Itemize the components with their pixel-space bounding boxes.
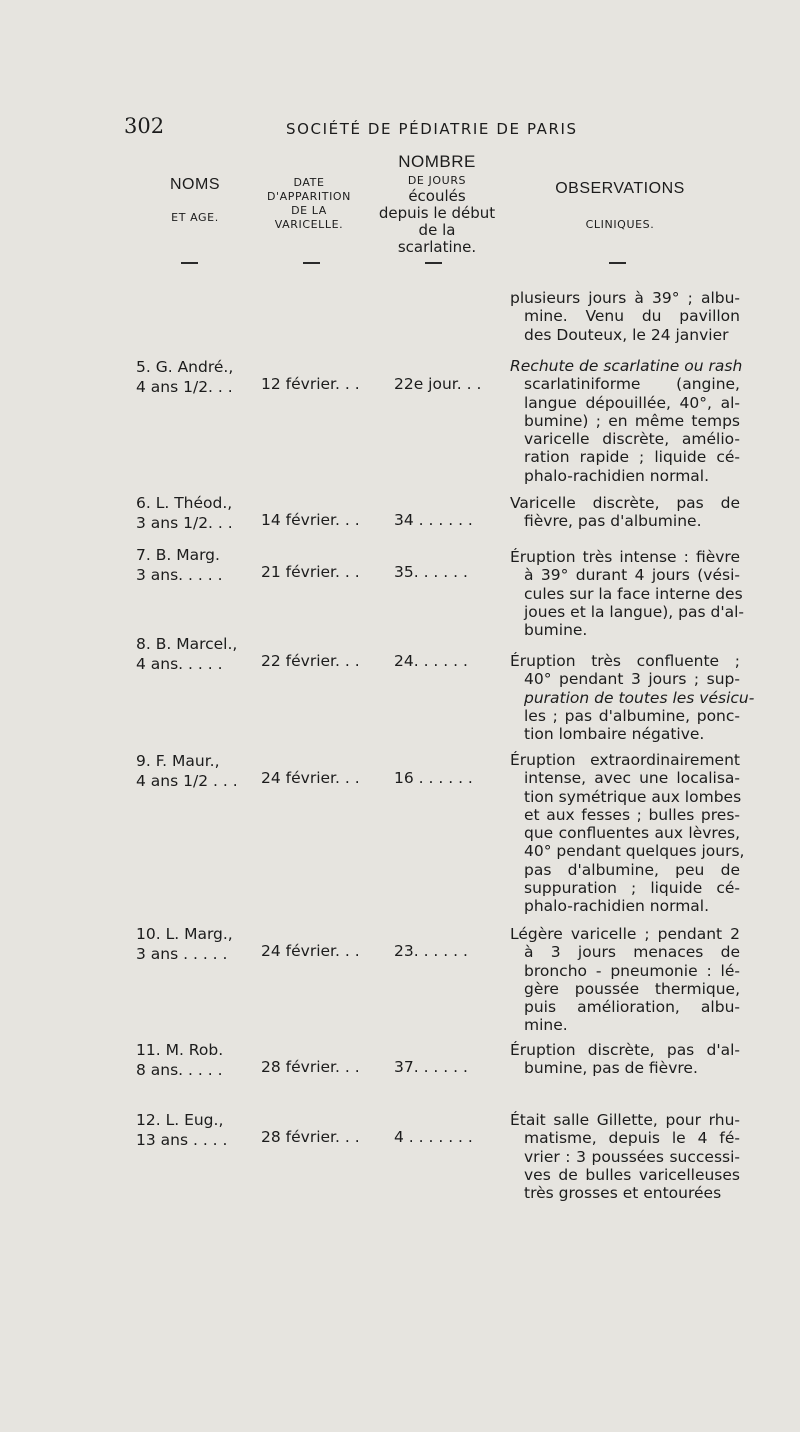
patient-age: 4 ans. . . . .	[136, 655, 223, 673]
observation-line: Éruption discrète, pas d'al-	[510, 1041, 740, 1059]
observation-line: des Douteux, le 24 janvier	[524, 325, 729, 344]
header-nombre-line: depuis le début	[378, 204, 496, 222]
observation-line: phalo-rachidien normal.	[524, 466, 710, 485]
observation-line: broncho - pneumonie : lé-	[524, 961, 740, 980]
header-dash	[425, 262, 442, 264]
header-observations-line: CLINIQUES.	[585, 218, 655, 231]
observation-line: Éruption extraordinairement	[510, 751, 740, 769]
patient-name-age	[136, 493, 233, 533]
clinical-observation	[510, 652, 755, 744]
observation-line: langue dépouillée, 40°, al-	[524, 393, 740, 412]
patient-name: 7. B. Marg.	[136, 546, 220, 564]
days-count: 37. . . . . .	[394, 1058, 468, 1076]
clinical-observation	[510, 751, 745, 916]
patient-age: 3 ans 1/2. . .	[136, 514, 233, 532]
header-nombre-line: DE JOURS	[407, 174, 467, 187]
patient-age: 3 ans. . . . .	[136, 566, 223, 584]
days-count: 16 . . . . . .	[394, 769, 473, 787]
header-dash	[181, 262, 198, 264]
patient-name-age	[136, 751, 238, 791]
patient-name: 6. L. Théod.,	[136, 494, 233, 512]
header-date-line: VARICELLE.	[274, 218, 344, 231]
patient-name-age	[136, 1110, 227, 1150]
header-date-line: DE LA	[291, 204, 327, 217]
observation-line: Légère varicelle ; pendant 2	[510, 925, 740, 943]
observation-line: vrier : 3 poussées successi-	[524, 1147, 740, 1166]
observation-line: tion symétrique aux lombes	[524, 787, 742, 806]
observation-line: joues et la langue), pas d'al-	[524, 602, 744, 621]
observation-line: bumine.	[524, 621, 588, 640]
observation-line: que confluentes aux lèvres,	[524, 824, 740, 843]
observation-line: Était salle Gillette, pour rhu-	[510, 1111, 740, 1129]
patient-age: 13 ans . . . .	[136, 1131, 228, 1149]
header-observations-line: OBSERVATIONS	[555, 180, 685, 197]
patient-name-age	[136, 357, 233, 397]
days-count: 24. . . . . .	[394, 652, 468, 670]
days-count: 34 . . . . . .	[394, 511, 473, 529]
patient-name: 12. L. Eug.,	[136, 1111, 224, 1129]
varicella-date: 24 février. . .	[261, 942, 360, 960]
observation-line: intense, avec une localisa-	[524, 769, 740, 788]
header-nombre-line: écoulés	[408, 187, 466, 205]
observation-line: 40° pendant 3 jours ; sup-	[524, 670, 740, 689]
observation-line: varicelle discrète, amélio-	[524, 430, 740, 449]
page-number: 302	[124, 114, 165, 138]
observation-line: plusieurs jours à 39° ; albu-	[510, 289, 740, 307]
observation-line: bumine, pas de fièvre.	[524, 1059, 698, 1078]
days-count: 23. . . . . .	[394, 942, 468, 960]
observation-line: gère poussée thermique,	[524, 979, 740, 998]
header-noms	[170, 176, 220, 225]
patient-name: 5. G. André.,	[136, 358, 234, 376]
observation-line: scarlatiniforme (angine,	[524, 375, 740, 394]
observation-line: puration de toutes les vésicu-	[524, 688, 755, 707]
varicella-date: 24 février. . .	[261, 769, 360, 787]
observation-line: mine.	[524, 1016, 568, 1035]
patient-age: 4 ans 1/2. . .	[136, 378, 233, 396]
patient-name: 8. B. Marcel.,	[136, 635, 238, 653]
observation-line: pas d'albumine, peu de	[524, 860, 740, 879]
patient-name-age	[136, 924, 233, 964]
observation-line: suppuration ; liquide cé-	[524, 879, 740, 898]
observation-line: Rechute de scarlatine ou rash	[510, 357, 743, 375]
patient-name-age	[136, 545, 223, 585]
observation-line: mine. Venu du pavillon	[524, 307, 740, 326]
observation-line: très grosses et entourées	[524, 1184, 722, 1203]
clinical-observation	[510, 494, 740, 531]
observation-line: à 3 jours menaces de	[524, 943, 740, 962]
header-noms-line: ET AGE.	[171, 211, 219, 224]
patient-name: 11. M. Rob.	[136, 1041, 224, 1059]
clinical-observation	[510, 925, 740, 1035]
header-noms-line: NOMS	[170, 176, 220, 193]
header-date	[259, 176, 359, 232]
varicella-date: 21 février. . .	[261, 563, 360, 581]
patient-name-age	[136, 1040, 223, 1080]
observation-line: Éruption très confluente ;	[510, 652, 740, 670]
header-dash	[303, 262, 320, 264]
header-date-line: D'APPARITION	[266, 190, 352, 203]
clinical-observation	[510, 357, 743, 485]
observation-line: les ; pas d'albumine, ponc-	[524, 706, 740, 725]
header-observations	[545, 180, 695, 232]
header-nombre-line: NOMBRE	[398, 152, 476, 171]
observation-line: Éruption très intense : fièvre	[510, 548, 740, 566]
observation-line: cules sur la face interne des	[524, 584, 743, 603]
header-date-line: DATE	[293, 176, 325, 189]
varicella-date: 28 février. . .	[261, 1128, 360, 1146]
varicella-date: 12 février. . .	[261, 375, 360, 393]
patient-name: 10. L. Marg.,	[136, 925, 233, 943]
days-count: 22e jour. . .	[394, 375, 482, 393]
header-dash	[609, 262, 626, 264]
observation-line: fièvre, pas d'albumine.	[524, 512, 702, 531]
observation-line: et aux fesses ; bulles pres-	[524, 805, 740, 824]
patient-name-age	[136, 634, 237, 674]
header-nombre-line: scarlatine.	[397, 238, 477, 256]
observation-line: Varicelle discrète, pas de	[510, 494, 740, 512]
continuation-observation	[510, 289, 740, 344]
clinical-observation	[510, 1111, 740, 1202]
days-count: 4 . . . . . . .	[394, 1128, 473, 1146]
header-nombre	[372, 152, 502, 256]
patient-age: 8 ans. . . . .	[136, 1061, 223, 1079]
observation-line: phalo-rachidien normal.	[524, 897, 710, 916]
patient-age: 4 ans 1/2 . . .	[136, 772, 238, 790]
observation-line: ration rapide ; liquide cé-	[524, 448, 740, 467]
patient-age: 3 ans . . . . .	[136, 945, 228, 963]
observation-line: matisme, depuis le 4 fé-	[524, 1129, 740, 1148]
observation-line: tion lombaire négative.	[524, 725, 705, 744]
days-count: 35. . . . . .	[394, 563, 468, 581]
running-head: SOCIÉTÉ DE PÉDIATRIE DE PARIS	[286, 120, 578, 138]
observation-line: 40° pendant quelques jours,	[524, 842, 745, 861]
header-nombre-line: de la	[418, 221, 456, 239]
varicella-date: 14 février. . .	[261, 511, 360, 529]
observation-line: ves de bulles varicelleuses	[524, 1165, 740, 1184]
observation-line: bumine) ; en même temps	[524, 411, 740, 430]
observation-line: à 39° durant 4 jours (vési-	[524, 566, 740, 585]
patient-name: 9. F. Maur.,	[136, 752, 220, 770]
clinical-observation	[510, 548, 744, 640]
varicella-date: 22 février. . .	[261, 652, 360, 670]
observation-line: puis amélioration, albu-	[524, 998, 740, 1017]
clinical-observation	[510, 1041, 740, 1078]
varicella-date: 28 février. . .	[261, 1058, 360, 1076]
